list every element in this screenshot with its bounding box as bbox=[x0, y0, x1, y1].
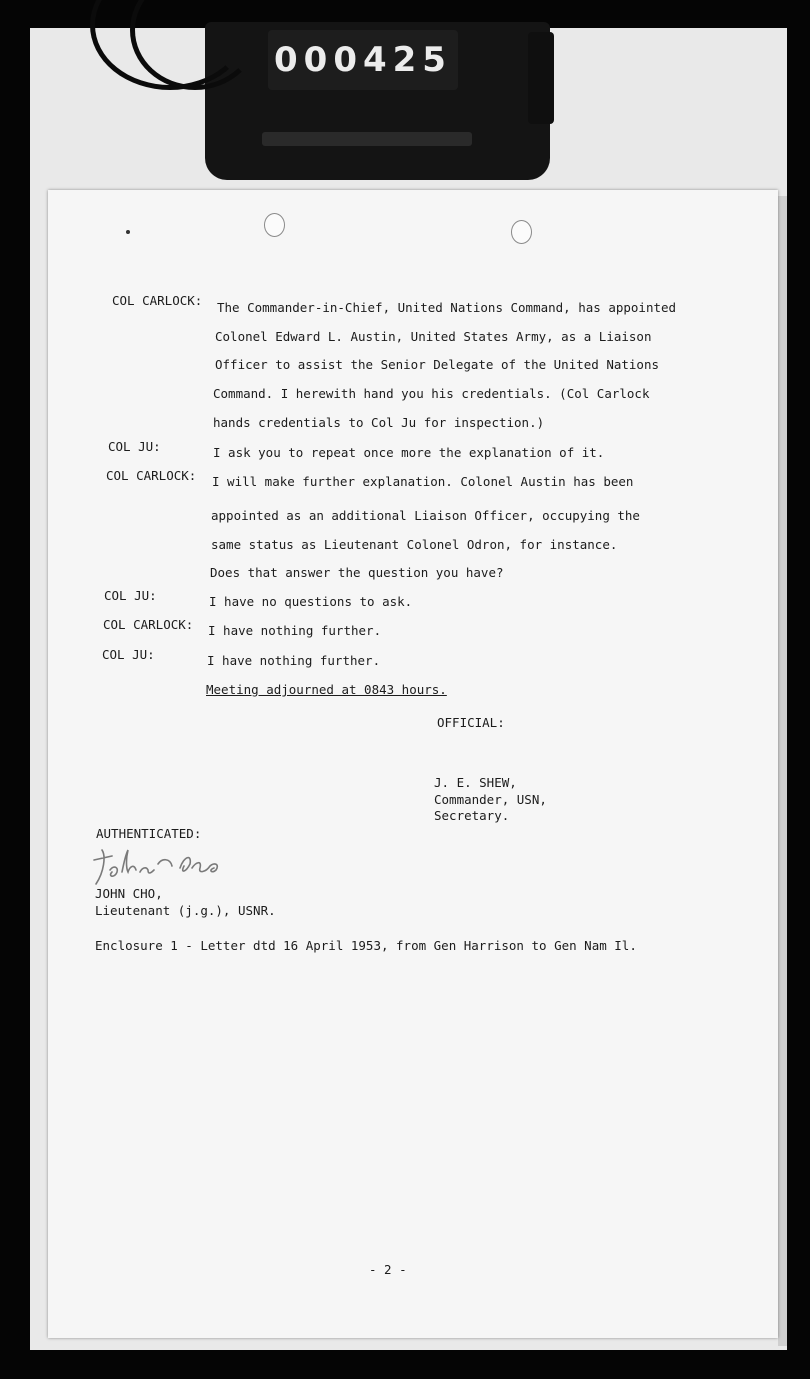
enclosure-note: Enclosure 1 - Letter dtd 16 April 1953, from Gen Harrison to Gen Nam Il. bbox=[95, 938, 637, 953]
authenticated-label: AUTHENTICATED: bbox=[96, 826, 202, 841]
counter-display bbox=[268, 30, 458, 90]
transcript-line: The Commander-in-Chief, United Nations Command, has appointed bbox=[217, 300, 677, 315]
official-rank: Commander, USN, bbox=[434, 792, 547, 807]
transcript-line: I ask you to repeat once more the explanation of it. bbox=[213, 445, 605, 460]
authenticator-rank: Lieutenant (j.g.), USNR. bbox=[95, 903, 276, 918]
speaker-label: COL CARLOCK: bbox=[103, 617, 194, 632]
official-title: Secretary. bbox=[434, 808, 510, 823]
transcript-line: I have no questions to ask. bbox=[209, 594, 413, 609]
handwritten-signature bbox=[88, 842, 248, 892]
counter-base bbox=[262, 132, 472, 146]
official-name: J. E. SHEW, bbox=[434, 775, 517, 790]
transcript-line: same status as Lieutenant Colonel Odron, for instance. bbox=[211, 537, 618, 552]
speaker-label: COL JU: bbox=[108, 439, 161, 454]
transcript-line: Command. I herewith hand you his credentials. (Col Carlock bbox=[213, 386, 650, 401]
speaker-label: COL JU: bbox=[104, 588, 157, 603]
speaker-label: COL JU: bbox=[102, 647, 155, 662]
counter-knob bbox=[528, 32, 554, 124]
counter-digits: 000425 bbox=[274, 40, 452, 80]
speaker-label: COL CARLOCK: bbox=[106, 468, 197, 483]
transcript-line: Officer to assist the Senior Delegate of the United Nations bbox=[215, 357, 660, 372]
transcript-line: I have nothing further. bbox=[208, 623, 382, 638]
transcript-line: appointed as an additional Liaison Officer, occupying the bbox=[211, 508, 640, 523]
ink-speck bbox=[126, 230, 130, 234]
transcript-line: Colonel Edward L. Austin, United States Army, as a Liaison bbox=[215, 329, 652, 344]
authenticator-name: JOHN CHO, bbox=[95, 886, 163, 901]
transcript-line: I have nothing further. bbox=[207, 653, 381, 668]
punch-hole bbox=[511, 220, 532, 244]
transcript-line: Does that answer the question you have? bbox=[210, 565, 504, 580]
page-number: - 2 - bbox=[369, 1262, 407, 1277]
sheet-edge bbox=[778, 196, 787, 1346]
punch-hole bbox=[264, 213, 285, 237]
adjournment-note: Meeting adjourned at 0843 hours. bbox=[206, 682, 447, 697]
transcript-line: I will make further explanation. Colonel Austin has been bbox=[212, 474, 634, 489]
transcript-line: hands credentials to Col Ju for inspection.) bbox=[213, 415, 545, 430]
official-label: OFFICIAL: bbox=[437, 715, 505, 730]
speaker-label: COL CARLOCK: bbox=[112, 293, 203, 308]
